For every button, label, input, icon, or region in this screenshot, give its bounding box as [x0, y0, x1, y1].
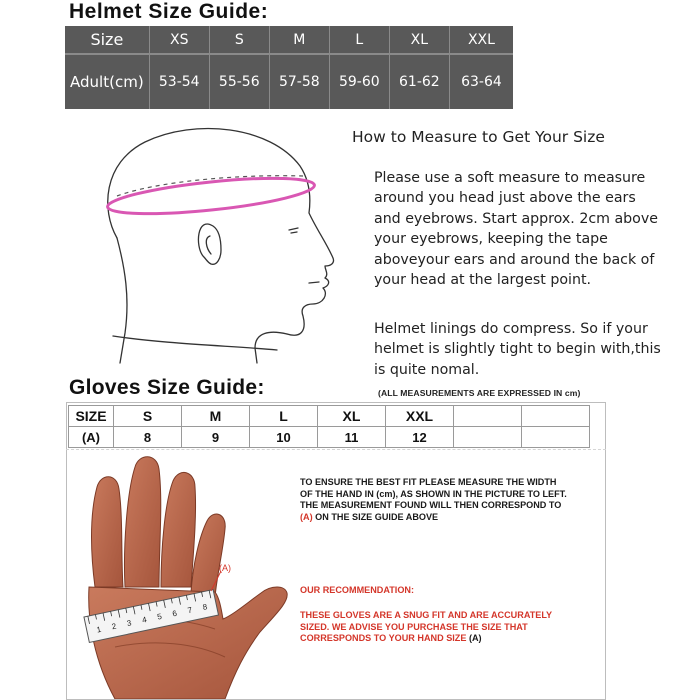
helmet-size-cell: M	[269, 26, 329, 54]
helmet-size-cell: XS	[149, 26, 209, 54]
helmet-size-cell: S	[209, 26, 269, 54]
helmet-adult-header: Adult(cm)	[65, 54, 149, 109]
gloves-value-row	[69, 427, 590, 448]
fit-note-text: TO ENSURE THE BEST FIT PLEASE MEASURE THE WIDTH OF THE HAND IN (cm), AS SHOWN IN THE PICTURE TO LEFT. THE MEASUREMENT FOUND WILL THEN CORRESPOND TO	[300, 477, 567, 511]
helmet-size-cell: L	[329, 26, 389, 54]
measure-instructions: Please use a soft measure to measure around you head just above the ears and eyebrows. Start approx. 2cm above your eyebrows, keeping the tape aboveyour ears and around the back of your head at the largest point.	[374, 170, 658, 289]
gloves-size-table	[68, 405, 590, 448]
gloves-a-header: (A)	[69, 427, 114, 448]
gloves-size-header: SIZE	[69, 406, 114, 427]
helmet-size-table	[65, 26, 513, 109]
gloves-size-cell: XL	[318, 406, 386, 427]
gloves-size-row	[69, 406, 590, 427]
recommendation-body	[300, 610, 582, 645]
fit-instructions	[300, 477, 570, 523]
ruler-number: 4	[141, 615, 148, 625]
gloves-size-cell: S	[114, 406, 182, 427]
gloves-value-cell: 8	[114, 427, 182, 448]
helmet-size-cell: XXL	[449, 26, 513, 54]
hand-marker-label: (A)	[219, 563, 231, 573]
gloves-size-guide-title: Gloves Size Guide:	[69, 376, 265, 399]
gloves-value-cell	[522, 427, 590, 448]
helmet-range-row	[65, 54, 513, 109]
gloves-value-cell	[454, 427, 522, 448]
gloves-size-cell: M	[182, 406, 250, 427]
helmet-range-cell: 61-62	[389, 54, 449, 109]
helmet-range-cell: 55-56	[209, 54, 269, 109]
helmet-size-cell: XL	[389, 26, 449, 54]
recommendation-text: THESE GLOVES ARE A SNUG FIT AND ARE ACCURATELY SIZED. WE ADVISE YOU PURCHASE THE SIZE THAT CORRESPONDS TO YOUR HAND SIZE	[300, 610, 552, 644]
ruler-number: 6	[171, 608, 178, 619]
helmet-size-row	[65, 26, 513, 54]
fit-note-marker: (A)	[300, 511, 313, 522]
helmet-size-header: Size	[65, 26, 149, 54]
ruler-number: 1	[95, 624, 102, 635]
helmet-range-cell: 57-58	[269, 54, 329, 109]
gloves-value-cell: 10	[250, 427, 318, 448]
gloves-value-cell: 12	[386, 427, 454, 448]
hand-measurement-illustration	[75, 447, 295, 699]
head-measurement-illustration	[95, 118, 345, 376]
gloves-value-cell: 9	[182, 427, 250, 448]
lining-note: Helmet linings do compress. So if your helmet is slightly tight to begin with,this is quite nomal.	[374, 321, 661, 378]
fit-note-text-end: ON THE SIZE GUIDE ABOVE	[315, 511, 439, 522]
recommendation-marker: (A)	[468, 633, 482, 644]
ruler-number: 8	[201, 602, 209, 612]
gloves-value-cell: 11	[318, 427, 386, 448]
ruler-number: 7	[186, 605, 193, 616]
gloves-size-cell: XXL	[386, 406, 454, 427]
helmet-range-cell: 59-60	[329, 54, 389, 109]
ruler-number: 5	[156, 611, 163, 622]
helmet-range-cell: 53-54	[149, 54, 209, 109]
gloves-size-cell	[454, 406, 522, 427]
gloves-size-cell	[522, 406, 590, 427]
measure-heading: How to Measure to Get Your Size	[352, 128, 605, 146]
ruler-number: 3	[126, 618, 133, 629]
ruler-number: 2	[110, 621, 118, 632]
units-note: (ALL MEASUREMENTS ARE EXPRESSED IN cm)	[378, 388, 581, 398]
helmet-range-cell: 63-64	[461, 74, 502, 90]
recommendation-heading: OUR RECOMMENDATION:	[300, 585, 414, 595]
helmet-size-guide-title: Helmet Size Guide:	[69, 0, 269, 23]
gloves-size-cell: L	[250, 406, 318, 427]
